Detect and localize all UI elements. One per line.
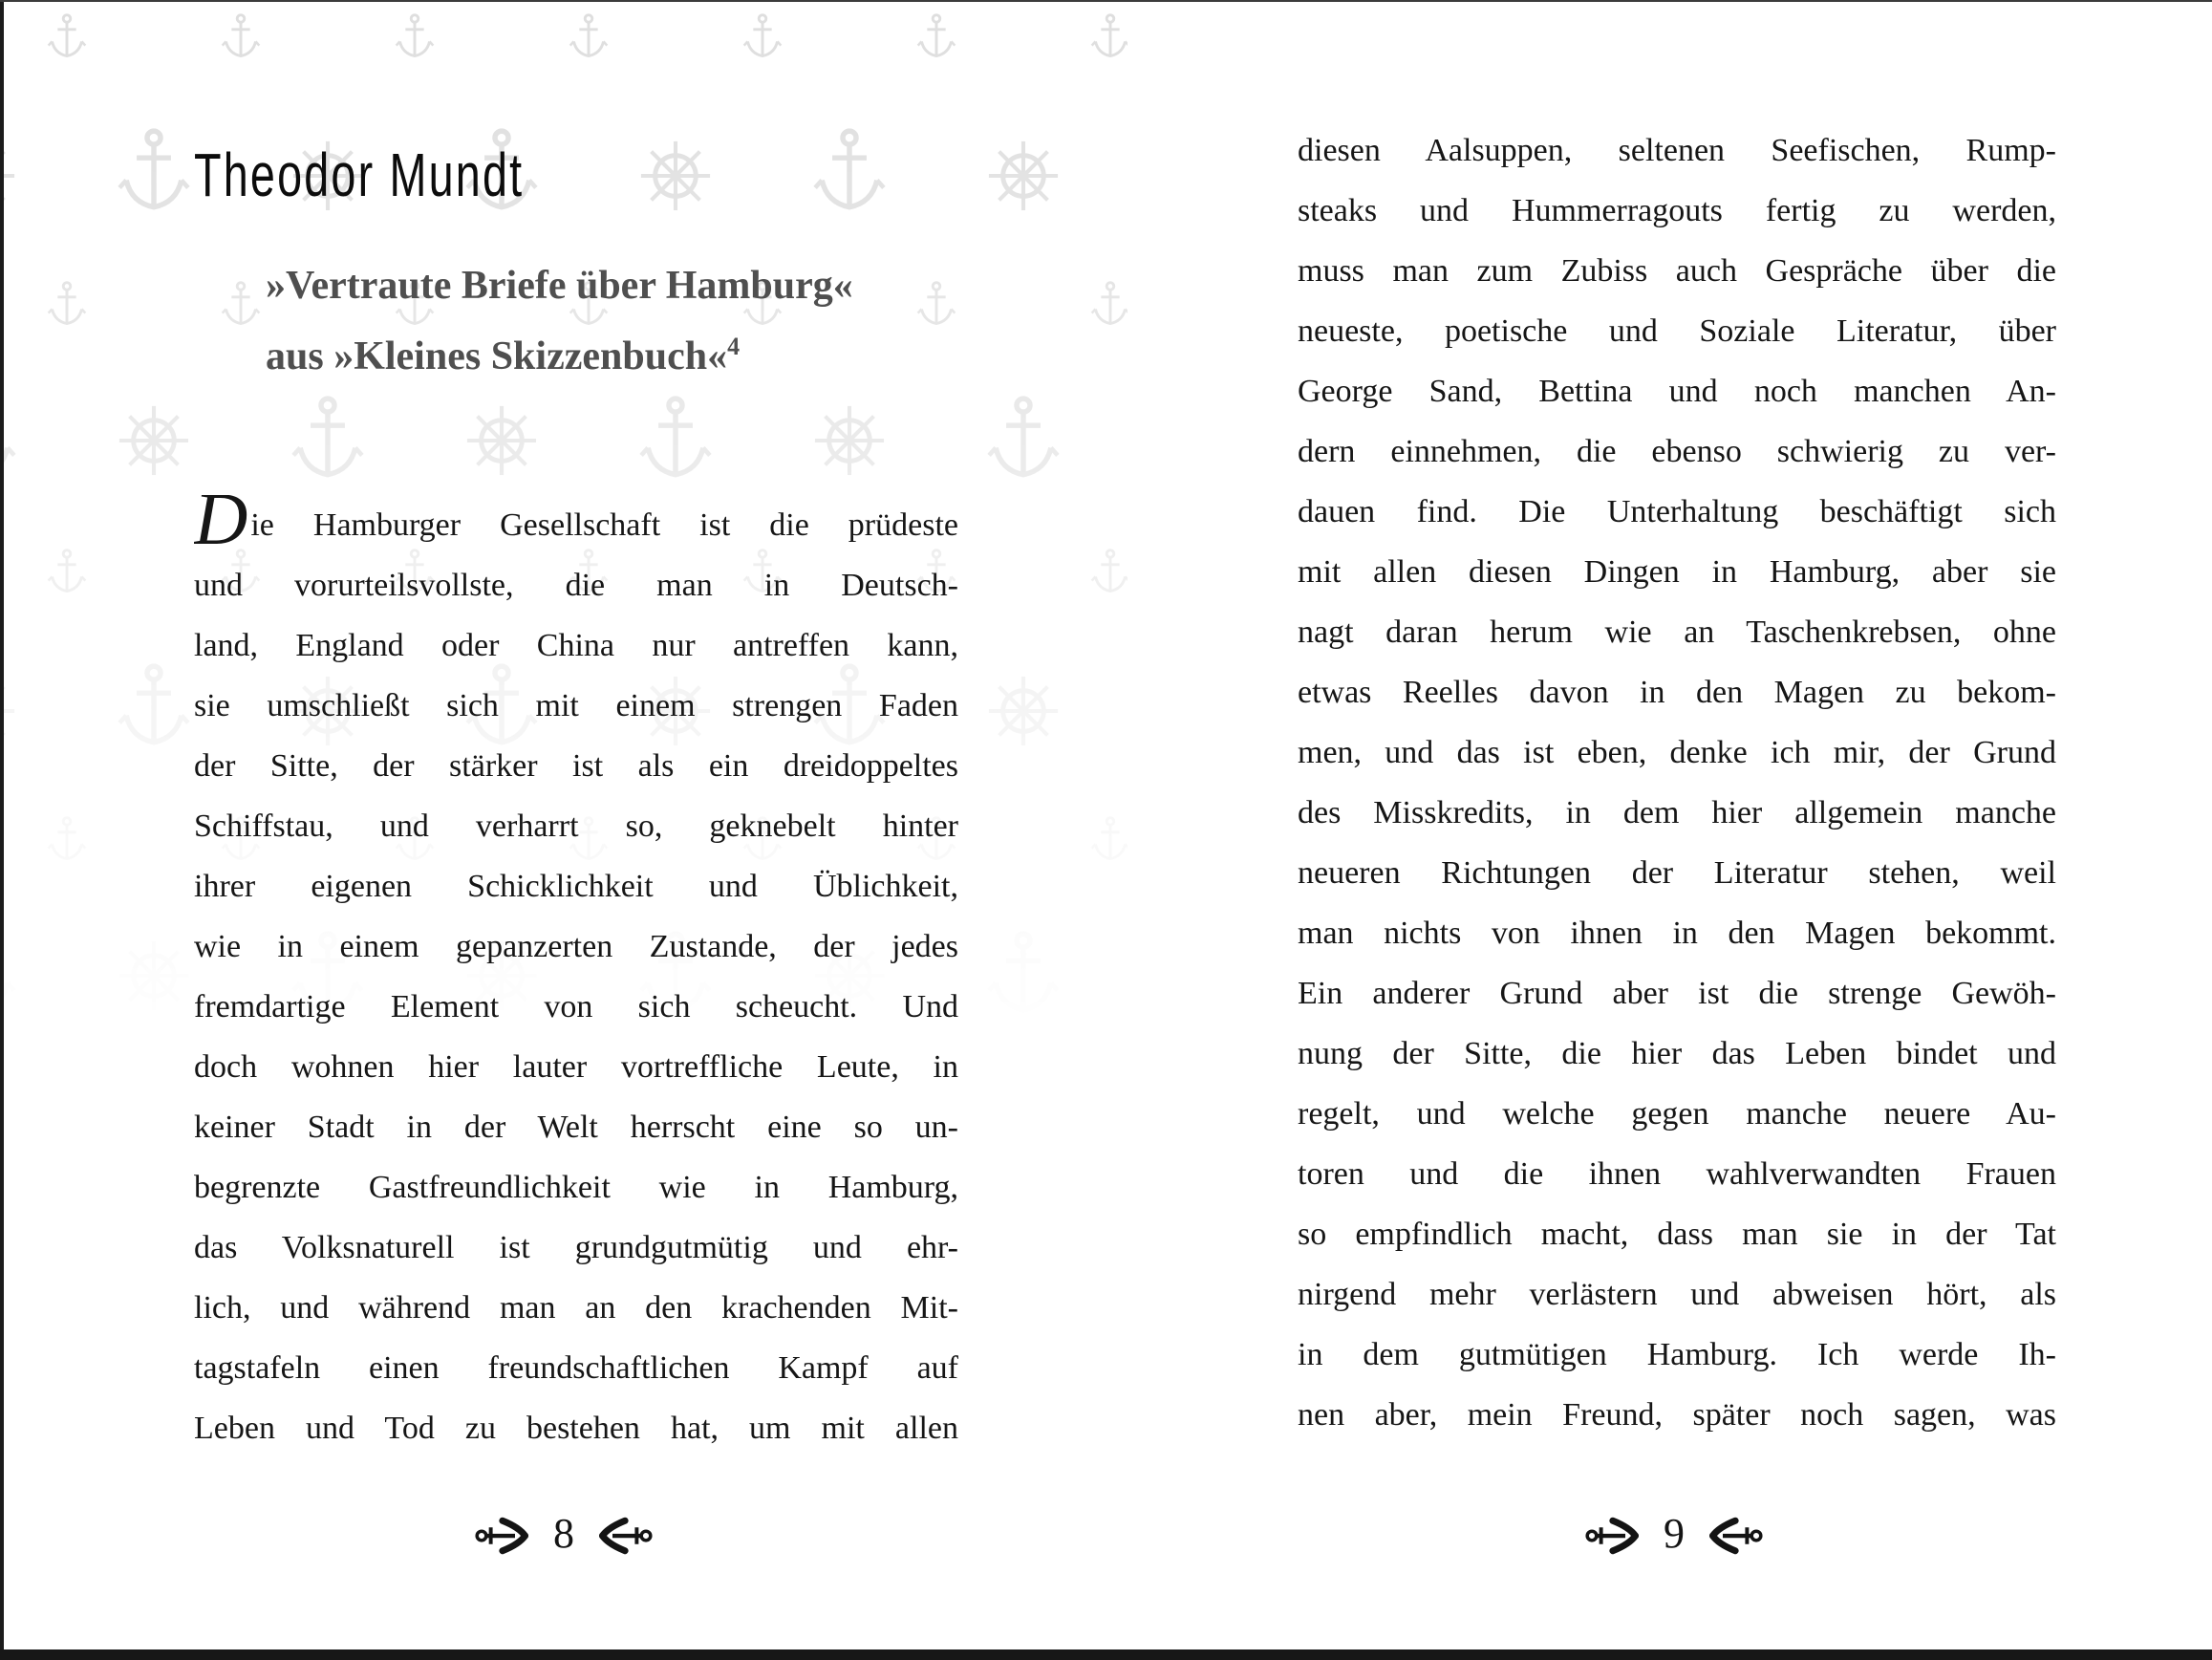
page-edge-top xyxy=(0,0,2212,2)
text-line: neueren Richtungen der Literatur stehen, weil xyxy=(1298,855,2056,891)
text-line: diesen Aalsuppen, seltenen Seefischen, Rump- xyxy=(1298,133,2056,168)
text-line: muss man zum Zubiss auch Gespräche über die xyxy=(1298,253,2056,289)
text-line: steaks und Hummerragouts fertig zu werden, xyxy=(1298,193,2056,228)
page-edge-bottom xyxy=(0,1649,2212,1660)
text-line: toren und die ihnen wahlverwandten Frauen xyxy=(1298,1156,2056,1192)
author-heading: Theodor Mundt xyxy=(194,140,525,209)
left-page-lines xyxy=(194,555,958,1458)
text-line: nirgend mehr verlästern und abweisen hört, als xyxy=(1298,1277,2056,1312)
text-line: regelt, und welche gegen manche neuere Au- xyxy=(1298,1096,2056,1132)
text-line: Schiffstau, und verharrt so, geknebelt hinter xyxy=(194,808,958,844)
page-edge-left xyxy=(0,0,4,1660)
sideways-anchor-icon xyxy=(599,1517,653,1555)
text-line: nen aber, mein Freund, später noch sagen, was xyxy=(1298,1397,2056,1433)
page-number-right: 9 xyxy=(1664,1510,1685,1557)
text-line: etwas Reelles davon in den Magen zu bekom- xyxy=(1298,675,2056,710)
sideways-anchor-icon xyxy=(475,1517,528,1555)
text-line: fremdartige Element von sich scheucht. Und xyxy=(194,989,958,1024)
text-line: wie in einem gepanzerten Zustande, der jedes xyxy=(194,929,958,964)
text-line: des Misskredits, in dem hier allgemein manche xyxy=(1298,795,2056,830)
sideways-anchor-icon xyxy=(1585,1517,1639,1555)
text-line: man nichts von ihnen in den Magen bekommt. xyxy=(1298,916,2056,951)
left-page-footer xyxy=(373,1502,755,1569)
text-line: und vorurteilsvollste, die man in Deutsch- xyxy=(194,568,958,603)
text-line: doch wohnen hier lauter vortreffliche Leute, in xyxy=(194,1049,958,1085)
subtitle-line-1: »Vertraute Briefe über Hamburg« xyxy=(266,264,853,308)
text-line: Leben und Tod zu bestehen hat, um mit allen xyxy=(194,1411,958,1446)
chapter-subtitle xyxy=(266,256,853,387)
text-line: nagt daran herum wie an Taschenkrebsen, ohne xyxy=(1298,614,2056,650)
subtitle-line-2: aus »Kleines Skizzenbuch«$^4$ xyxy=(266,333,741,378)
right-page-footer xyxy=(1483,1502,1865,1569)
drop-cap: D xyxy=(194,495,248,555)
page-number-left: 8 xyxy=(553,1510,574,1557)
text-line: Ein anderer Grund aber ist die strenge Gewöh- xyxy=(1298,976,2056,1011)
text-line: men, und das ist eben, denke ich mir, der Grund xyxy=(1298,735,2056,770)
text-line: nung der Sitte, die hier das Leben bindet und xyxy=(1298,1036,2056,1071)
text-line: dauen find. Die Unterhaltung beschäftigt sich xyxy=(1298,494,2056,529)
right-page-text xyxy=(1298,120,2056,1445)
text-line: neueste, poetische und Soziale Literatur, über xyxy=(1298,313,2056,349)
text-line: mit allen diesen Dingen in Hamburg, aber sie xyxy=(1298,554,2056,590)
text-line: lich, und während man an den krachenden Mit- xyxy=(194,1290,958,1326)
text-line: begrenzte Gastfreundlichkeit wie in Hamburg, xyxy=(194,1170,958,1205)
left-page-text xyxy=(194,495,958,1458)
text-line: land, England oder China nur antreffen kann, xyxy=(194,628,958,663)
footnote-marker: 4 xyxy=(727,333,741,360)
text-line: das Volksnaturell ist grundgutmütig und ehr- xyxy=(194,1230,958,1265)
text-line: keiner Stadt in der Welt herrscht eine so un- xyxy=(194,1110,958,1145)
text-line: dern einnehmen, die ebenso schwierig zu ver- xyxy=(1298,434,2056,469)
text-line: tagstafeln einen freundschaftlichen Kampf auf xyxy=(194,1350,958,1386)
right-page-lines xyxy=(1298,120,2056,1445)
sideways-anchor-icon xyxy=(1709,1517,1763,1555)
text-line: in dem gutmütigen Hamburg. Ich werde Ih- xyxy=(1298,1337,2056,1372)
text-line: so empfindlich macht, dass man sie in der Tat xyxy=(1298,1217,2056,1252)
text-line-first: Die Hamburger Gesellschaft ist die prüdeste xyxy=(194,495,958,555)
text-line: sie umschließt sich mit einem strengen Faden xyxy=(194,688,958,723)
text-line: ihrer eigenen Schicklichkeit und Üblichkeit, xyxy=(194,869,958,904)
text-line: George Sand, Bettina und noch manchen An- xyxy=(1298,374,2056,409)
text-line: der Sitte, der stärker ist als ein dreidoppeltes xyxy=(194,748,958,784)
